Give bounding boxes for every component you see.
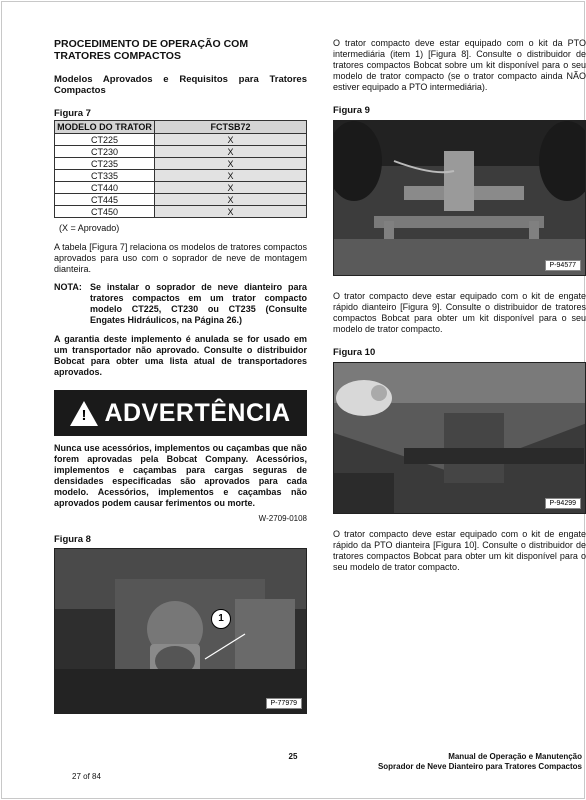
- table-row: [55, 206, 307, 218]
- figure-10-label: Figura 10: [333, 347, 376, 358]
- figure-9-photo: [333, 120, 586, 276]
- table-cell-model: CT440: [55, 182, 155, 194]
- figure-10-illustration: [334, 363, 586, 514]
- figure-9-illustration: [334, 121, 586, 276]
- note-text: Se instalar o soprador de neve dianteiro para tratores compactos em um trator compacto modelo CT225, CT230 ou CT235 (Consulte Engates Hidráulicos, na Página 26.): [90, 282, 307, 325]
- table-row: [55, 158, 307, 170]
- table-row: [55, 134, 307, 146]
- left-column: [54, 38, 307, 714]
- note-block: [54, 282, 307, 326]
- section-title: PROCEDIMENTO DE OPERAÇÃO COM TRATORES COMPACTOS: [54, 38, 249, 62]
- table-cell-approved: X: [155, 158, 307, 170]
- warranty-paragraph: A garantia deste implemento é anulada se for usado em um transportador não aprovado. Consulte o distribuidor Bobcat para obter uma lista atual de transportadores aprovados.: [54, 334, 307, 377]
- page-number: 25: [288, 752, 298, 761]
- warning-title: ADVERTÊNCIA: [104, 398, 291, 427]
- paragraph-table-reference: A tabela [Figura 7] relaciona os modelos de tratores compactos aprovados para uso com o soprador de neve de montagem dianteira.: [54, 242, 307, 274]
- warning-code: W-2709-0108: [258, 514, 307, 523]
- figure-10-photo: [333, 362, 586, 514]
- table-header-row: [55, 121, 307, 134]
- document-title-line-2: Soprador de Neve Dianteiro para Tratores Compactos: [377, 762, 582, 771]
- table-row: [55, 182, 307, 194]
- warning-banner: [54, 390, 307, 436]
- table-row: [55, 170, 307, 182]
- warning-text: Nunca use acessórios, implementos ou caçambas que não forem aprovadas pela Bobcat Company. Acessórios, implementos e caçambas para cargas seguras de densidades especificadas são aprovados para cada modelo. Acessórios, implementos e caçambas não aprovados podem causar ferimentos ou morte.: [54, 443, 307, 508]
- document-title-line-1: Manual de Operação e Manutenção: [448, 752, 582, 761]
- paragraph-pto-kit: O trator compacto deve estar equipado com o kit da PTO intermediária (item 1) [Figura 8]. Consulte o distribuidor de tratores compactos Bobcat sobre um kit disponível para o seu modelo de trator compacto (se o trator compacto ainda NÃO estiver equipado a PTO intermediária).: [333, 38, 586, 92]
- figure-8-photo: [54, 548, 307, 714]
- table-cell-approved: X: [155, 194, 307, 206]
- note-label: NOTA:: [54, 282, 82, 292]
- table-cell-approved: X: [155, 146, 307, 158]
- table-row: [55, 194, 307, 206]
- table-cell-model: CT335: [55, 170, 155, 182]
- table-cell-approved: X: [155, 182, 307, 194]
- figure-9-label: Figura 9: [333, 105, 370, 116]
- table-note: (X = Aprovado): [59, 223, 120, 233]
- table-cell-approved: X: [155, 170, 307, 182]
- figure-8-illustration: [55, 549, 307, 714]
- paragraph-pto-quick-hitch: O trator compacto deve estar equipado com o kit de engate rápido da PTO dianteira [Figura 10]. Consulte o distribuidor de tratores compactos Bobcat para obter um kit disponível para o seu modelo de trator compacto.: [333, 529, 586, 572]
- figure-8-reference: P-77979: [266, 698, 302, 709]
- table-cell-model: CT450: [55, 206, 155, 218]
- table-cell-approved: X: [155, 206, 307, 218]
- table-header-model: MODELO DO TRATOR: [55, 121, 155, 134]
- table-cell-model: CT445: [55, 194, 155, 206]
- figure-8-label: Figura 8: [54, 534, 91, 545]
- page-count: 27 of 84: [72, 772, 101, 781]
- table-row: [55, 146, 307, 158]
- table-cell-model: CT225: [55, 134, 155, 146]
- document-title: [378, 752, 582, 772]
- paragraph-quick-hitch: O trator compacto deve estar equipado com o kit de engate rápido dianteiro [Figura 9]. Consulte o distribuidor de tratores compactos Bobcat para obter um kit disponível para o seu modelo de trator compacto.: [333, 291, 586, 334]
- table-cell-model: CT230: [55, 146, 155, 158]
- table-cell-model: CT235: [55, 158, 155, 170]
- warning-triangle-icon: !: [70, 401, 98, 426]
- callout-1: 1: [211, 609, 231, 629]
- table-cell-approved: X: [155, 134, 307, 146]
- right-column: [333, 38, 586, 573]
- approved-models-table: [54, 120, 307, 218]
- figure-7-label: Figura 7: [54, 108, 91, 119]
- section-subtitle: Modelos Aprovados e Requisitos para Tratores Compactos: [54, 74, 307, 96]
- figure-9-reference: P-94577: [545, 260, 581, 271]
- table-header-fctsb72: FCTSB72: [155, 121, 307, 134]
- figure-10-reference: P-94299: [545, 498, 581, 509]
